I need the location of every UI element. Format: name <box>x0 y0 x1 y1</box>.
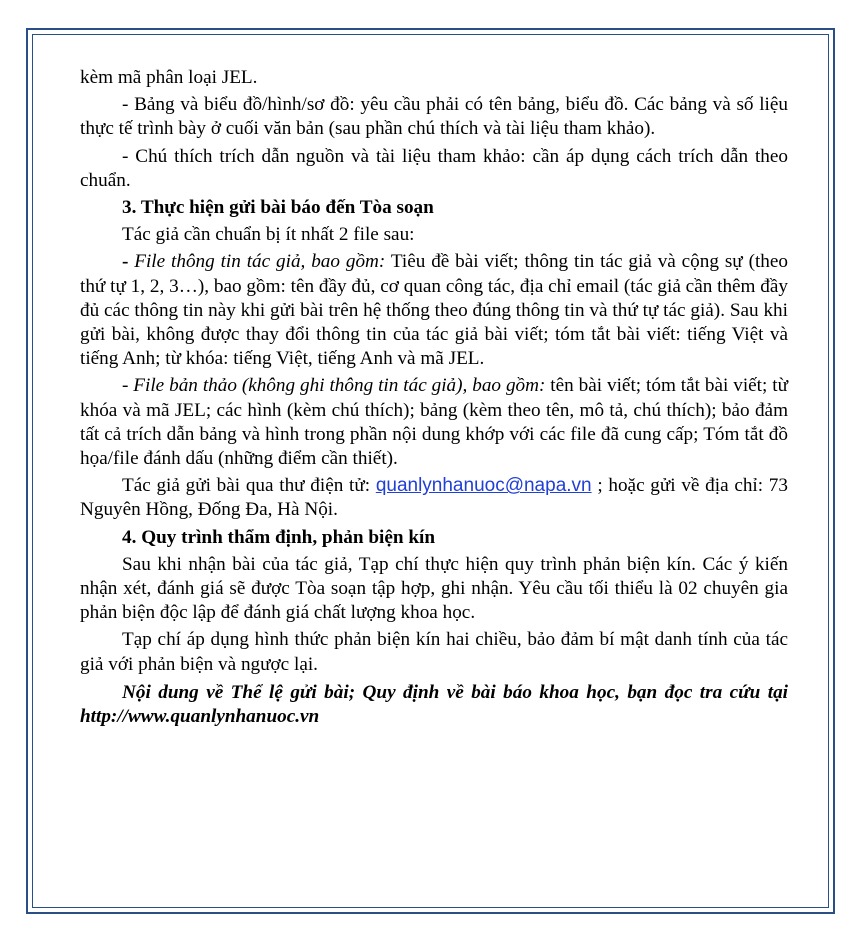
submission-paragraph <box>80 474 788 522</box>
author-info-file-paragraph <box>80 250 788 371</box>
section-4-paragraph-1: Sau khi nhận bài của tác giả, Tạp chí thực hiện quy trình phản biện kín. Các ý kiến nhận xét, đánh giá sẽ được Tòa soạn tập hợp, ghi nhận. Yêu cầu tối thiểu là 02 chuyên gia phản biện độc lập để đánh giá chất lượng khoa học. <box>80 553 788 624</box>
file1-label: File thông tin tác giả, bao gồm: <box>128 251 386 273</box>
file2-label: - File bản thảo (không ghi thông tin tác giả), bao gồm: <box>122 375 546 397</box>
tables-paragraph: - Bảng và biểu đồ/hình/sơ đồ: yêu cầu phải có tên bảng, biểu đồ. Các bảng và số liệu thực tế trình bày ở cuối văn bản (sau phần chú thích và tài liệu tham khảo). <box>80 94 788 140</box>
manuscript-file-paragraph <box>80 374 788 471</box>
section-4-heading: 4. Quy trình thẩm định, phản biện kín <box>122 526 435 548</box>
lead-line: kèm mã phân loại JEL. <box>80 67 258 88</box>
file1-text: Tiêu đề bài viết; thông tin tác giả và cộng sự (theo thứ tự 1, 2, 3…), bao gồm: tên đầy đủ, cơ quan công tác, địa chỉ email (tác giả cần thêm đầy đủ các thông tin này khi gửi bài trên hệ thống theo đúng thông tin và thứ tự tác giả). Sau khi gửi bài, không được thay đổi thông tin của tác giả bài viết; tóm tắt bài viết: tiếng Việt và tiếng Anh; từ khóa: tiếng Việt, tiếng Anh và mã JEL. <box>80 251 788 370</box>
section-3-heading: 3. Thực hiện gửi bài báo đến Tòa soạn <box>122 197 434 219</box>
section-3-intro: Tác giả cần chuẩn bị ít nhất 2 file sau: <box>122 224 415 246</box>
submit-before: Tác giả gửi bài qua thư điện tử: <box>122 475 376 497</box>
file1-dash: - <box>122 251 129 273</box>
email-link[interactable]: quanlynhanuoc@napa.vn <box>375 475 592 497</box>
submit-after: ; hoặc gửi về địa chỉ: 73 Nguyên Hồng, Đống Đa, Hà Nội. <box>80 475 788 521</box>
document-body <box>80 66 788 732</box>
file2-text: tên bài viết; tóm tắt bài viết; từ khóa và mã JEL; các hình (kèm chú thích); bảng (kèm theo tên, mô tả, chú thích); bảo đảm tất cả trích dẫn bảng và hình trong phần nội dung khớp với các file đã cung cấp; Tóm tắt đồ họa/file đánh dấu (những điểm cần thiết). <box>80 375 788 470</box>
section-4-paragraph-2: Tạp chí áp dụng hình thức phản biện kín hai chiều, bảo đảm bí mật danh tính của tác giả với phản biện và ngược lại. <box>80 629 788 675</box>
closing-note: Nội dung về Thể lệ gửi bài; Quy định về bài báo khoa học, bạn đọc tra cứu tại http://www.quanlynhanuoc.vn <box>80 681 788 728</box>
citation-paragraph: - Chú thích trích dẫn nguồn và tài liệu tham khảo: cần áp dụng cách trích dẫn theo chuẩn. <box>80 145 788 191</box>
